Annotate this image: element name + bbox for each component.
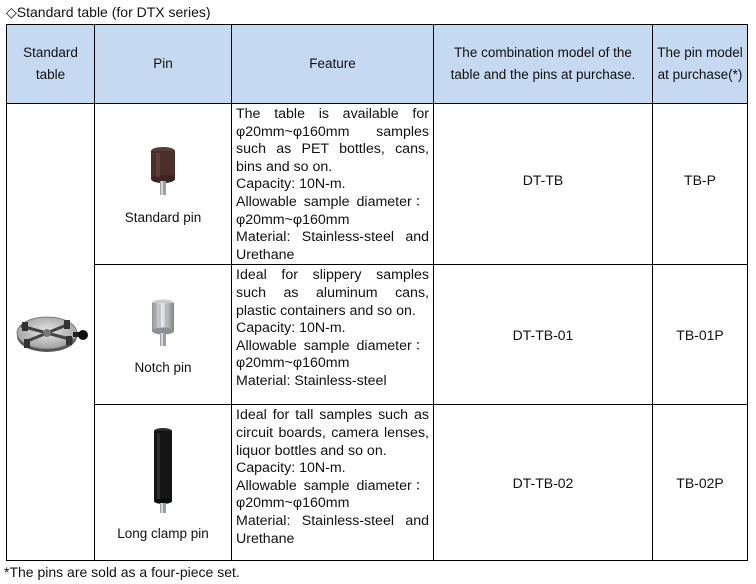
- pin-model: TB-P: [653, 104, 748, 265]
- pin-model: TB-02P: [653, 405, 748, 561]
- pin-model: TB-01P: [653, 265, 748, 405]
- feature-diameter: Allowable sample diameter：φ20mm~φ160mm: [236, 193, 429, 228]
- feature-description: The table is available for φ20mm~φ160mm samples such as PET bottles, cans, bins and so on.: [236, 106, 429, 175]
- standard-table-spec: [6, 24, 748, 561]
- pin-cell: [95, 405, 232, 561]
- pin-cell: [95, 265, 232, 405]
- header-pin-model: The pin model at purchase(*): [653, 25, 748, 104]
- feature-description: Ideal for tall samples such as circuit boards, camera lenses, liquor bottles and so on.: [236, 407, 429, 459]
- silver-notch-pin-icon: [145, 295, 181, 354]
- header-feature: Feature: [232, 25, 434, 104]
- feature-description: Ideal for slippery samples such as aluminum cans, plastic containers and so on.: [236, 267, 429, 319]
- table-row: [7, 265, 748, 405]
- feature-cell: [232, 104, 434, 265]
- feature-capacity: Capacity: 10N-m.: [236, 320, 346, 337]
- feature-material: Material: Stainless-steel: [236, 372, 387, 389]
- combination-model: DT-TB: [434, 104, 653, 265]
- feature-diameter: Allowable sample diameter：φ20mm~φ160mm: [236, 477, 429, 512]
- dark-cylinder-pin-icon: [143, 143, 183, 204]
- combination-model: DT-TB-01: [434, 265, 653, 405]
- feature-cell: [232, 265, 434, 405]
- table-row: [7, 104, 748, 265]
- combination-model: DT-TB-02: [434, 405, 653, 561]
- footnote: *The pins are sold as a four-piece set.: [4, 564, 240, 580]
- feature-capacity: Capacity: 10N-m.: [236, 176, 346, 193]
- feature-capacity: Capacity: 10N-m.: [236, 460, 346, 477]
- rotary-table-icon: [7, 302, 94, 362]
- table-row: [7, 405, 748, 561]
- pin-name: Standard pin: [124, 210, 202, 226]
- header-row: [7, 25, 748, 104]
- feature-cell: [232, 405, 434, 561]
- header-standard-table: Standard table: [7, 25, 95, 104]
- header-combination: The combination model of the table and the pins at purchase.: [434, 25, 653, 104]
- pin-name: Long clamp pin: [117, 525, 209, 541]
- feature-material: Material: Stainless-steel and Urethane: [236, 512, 429, 547]
- long-clamp-pin-icon: [146, 425, 180, 520]
- header-pin: Pin: [95, 25, 232, 104]
- standard-table-image-cell: [7, 104, 95, 561]
- feature-diameter: Allowable sample diameter：φ20mm~φ160mm: [236, 337, 429, 372]
- feature-material: Material: Stainless-steel and Urethane: [236, 229, 429, 263]
- section-title: ◇Standard table (for DTX series): [6, 4, 211, 20]
- pin-name: Notch pin: [134, 359, 192, 375]
- pin-cell: [95, 104, 232, 265]
